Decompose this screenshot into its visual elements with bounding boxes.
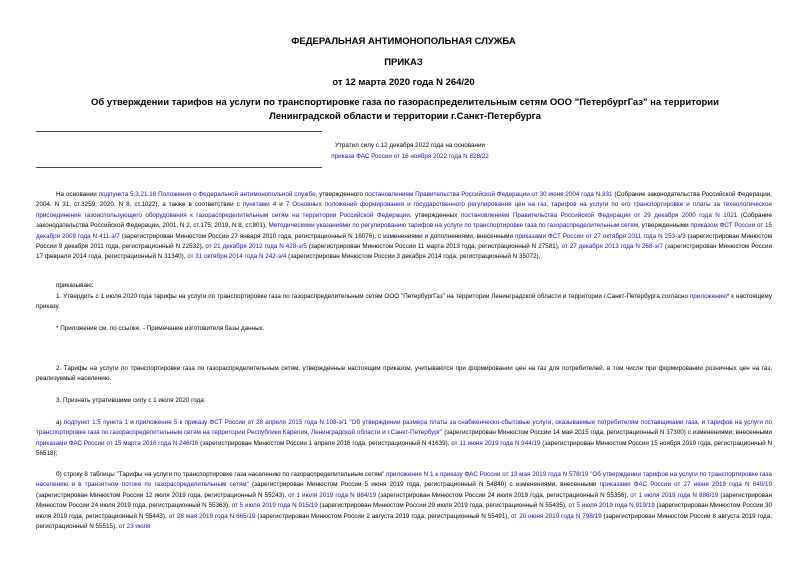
- link-fas-order-915[interactable]: от 5 июля 2019 года N 915/19: [231, 502, 318, 510]
- link-subpoint-1-5[interactable]: подпункт 1.5 пункта 1: [63, 419, 129, 426]
- divider-bottom: [36, 167, 322, 168]
- link-fas-order-july-23[interactable]: от 23 июля: [118, 523, 151, 531]
- link-fas-order-246[interactable]: приказами ФАС России от 15 марта 2016 года N 246/16: [36, 439, 199, 447]
- link-fas-order-798[interactable]: от 20 июня 2019 года N 798/19: [511, 512, 602, 520]
- item-3: 3. Признать утратившими силу с 1 июля 2020 года:: [56, 397, 206, 404]
- link-gov-decree-331[interactable]: постановлением Правительства Российской Федерации от 30 июня 2004 года N 331: [364, 191, 613, 198]
- prikazyvayu: приказываю:: [56, 282, 94, 289]
- link-fas-order-884[interactable]: от 1 июля 2019 года N 884/19: [288, 491, 377, 499]
- preamble-paragraph: На основании подпункта 5.3.21.16 Положения о Федеральной антимонопольной службе, утвержденного постановлением Правительства Российской Федерации от 30 июня 2004 года N 331 (Собрание законодательства Российской Федерации, 2004, N 31, ст.3259; 2020, N 8, ст.1022), а также в соответствии с пунктами 4 и 7 Основных положений формирования и государственного регулирования цен на газ, тарифов на услуги по его транспортировке и платы за технологическое присоединение газоиспользующего оборудования к газораспределительным сетям на территории Российской Федерации, утвержденных постановлением Правительства Российской Федерации от 29 декабря 2000 года N 1021 (Собрание законодательства Российской Федерации, 2001, N 2, ст.175; 2019, N 8, ст.801), Методическими указаниями по регулированию тарифов на услуги по транспортировке газа по газораспределительным сетям, утвержденными приказом ФСТ России от 15 декабря 2009 года N 411-э/7 (зарегистрирован Минюстом России 27 января 2010 года, регистрационный N 16076), с изменениями и дополнениями, внесенными приказами ФСТ России от 27 октября 2011 года N 253-э/3 (зарегистрирован Минюстом России 9 декабря 2011 года, регистрационный N 22532), от 21 декабря 2012 года N 428-э/5 (зарегистрирован Минюстом России 11 марта 2013 года, регистрационный N 27581), от 27 декабря 2013 года N 268-э/7 (зарегистрирован Минюстом России 17 февраля 2014 года, регистрационный N 31340), от 31 октября 2014 года N 242-э/4 (зарегистрирован Минюстом России 3 декабря 2014 года, регистрационный N 35072),: [36, 191, 772, 261]
- link-points-4[interactable]: пунктами 4: [242, 201, 277, 209]
- divider-top: [36, 131, 322, 132]
- link-fas-order-665[interactable]: от 28 мая 2019 года N 665/19: [168, 512, 256, 520]
- link-basic-provisions[interactable]: 7 Основных положений формирования и государственного регулирования цен на газ, тарифов на услуги по его транспортировке и платы за технологическое присоединение газоиспользующего оборудования к газораспределительным сетям на территории Российской Федерации: [36, 201, 772, 219]
- link-fas-order-919[interactable]: от 5 июля 2019 года N 919/19: [568, 502, 655, 510]
- link-fst-order-108[interactable]: приложение 5 к приказу ФСТ России от 28 апреля 2015 года N 108-э/1 "Об утверждении размера платы за снабженческо-сбытовые услуги, оказываемые потребителям поставщиками газа, и тарифов на услуги по транспортировке газа по газораспределительным сетям на территории Республики Карелия, Ленинградской области и г.Санкт-Петербург": [36, 419, 772, 437]
- link-fas-order-840[interactable]: приказами ФАС России от 27 июня 2019 года N 840/19: [599, 481, 772, 489]
- document-title: Об утверждении тарифов на услуги по транспортировке газа по газораспределительным сетям ООО "ПетербургГаз" на территории Ленинградской области и территории г.Санкт-Петербурга: [91, 97, 719, 122]
- link-fst-order-428[interactable]: от 21 декабря 2012 года N 428-э/5: [205, 243, 307, 251]
- link-appendix[interactable]: приложению: [689, 293, 727, 300]
- document-date-number: от 12 марта 2020 года N 264/20: [332, 77, 475, 88]
- link-fst-order-268[interactable]: от 27 декабря 2013 года N 268-э/7: [561, 243, 663, 251]
- link-fst-order-253[interactable]: приказами ФСТ России от 27 октября 2011 года N 253-э/3: [514, 232, 686, 240]
- item-1: 1. Утвердить с 1 июля 2020 года тарифы на услуги по транспортировке газа по газораспределительным сетям ООО "ПетербургГаз" на территории Ленинградской области и территории г.Санкт-Петербурга согласно приложению* к настоящему приказу.: [36, 293, 772, 311]
- link-fas-order-944[interactable]: от 11 июня 2019 года N 944/19: [451, 439, 541, 447]
- link-methodical-guidelines[interactable]: Методическими указаниями по регулированию тарифов на услуги по транспортировке газа по газораспределительным сетям: [268, 222, 639, 230]
- repeal-note: [300, 140, 520, 162]
- link-fas-order-886[interactable]: от 1 июля 2019 года N 886/19: [630, 491, 719, 499]
- item-2: 2. Тарифы на услуги по транспортировке газа по газораспределительным сетям, утвержденные настоящим приказом, учитываются при формировании цен на газ для потребителей, в том числе при формировании розничных цен на газ, реализуемый населению.: [36, 365, 772, 383]
- link-gov-decree-1021[interactable]: постановлением Правительства Российской Федерации от 29 декабря 2000 года N 1021: [460, 211, 738, 219]
- item-3a: а) подпункт 1.5 пункта 1 и приложение 5 к приказу ФСТ России от 28 апреля 2015 года N 108-э/1 "Об утверждении размера платы за снабженческо-сбытовые услуги, оказываемые потребителям поставщиками газа, и тарифов на услуги по транспортировке газа по газораспределительным сетям на территории Республики Карелия, Ленинградской области и г.Санкт-Петербург" (зарегистрирован Минюстом России 14 мая 2015 года, регистрационный N 37300) с изменениями, внесенными приказами ФАС России от 15 марта 2016 года N 246/16 (зарегистрирован Минюстом России 1 апреля 2016 года, регистрационный N 41639), от 11 июня 2019 года N 944/19 (зарегистрирован Минюстом России 15 ноября 2019 года, регистрационный N 56518);: [36, 419, 772, 458]
- document-type: ПРИКАЗ: [384, 57, 423, 68]
- repeal-link[interactable]: приказа ФАС России от 16 ноября 2022 года N 828/22: [331, 153, 489, 160]
- agency-name: ФЕДЕРАЛЬНАЯ АНТИМОНОПОЛЬНАЯ СЛУЖБА: [291, 36, 516, 47]
- link-fst-order-411[interactable]: приказом ФСТ России от 15 декабря 2009 года N 411-э/7: [36, 222, 772, 240]
- item-3b: б) строку 8 таблицы "Тарифы на услуги по транспортировке газа населению по газораспределительным сетям" приложения N 1 к приказу ФАС России от 13 мая 2019 года N 578/19 "Об утверждении тарифов на услуги по транспортировке газа населению и в транзитном потоке по газораспределительным сетям" (зарегистрирован Минюстом России 5 июня 2019 года, регистрационный N 54840) с изменениями, внесенными приказами ФАС России от 27 июня 2019 года N 840/19 (зарегистрирован Минюстом России 12 июля 2019 года, регистрационный N 55243), от 1 июля 2019 года N 884/19 (зарегистрирован Минюстом России 24 июля 2019 года, регистрационный N 55356), от 1 июля 2019 года N 886/19 (зарегистрирован Минюстом России 24 июля 2019 года, регистрационный N 55363), от 5 июля 2019 года N 915/19 (зарегистрирован Минюстом России 29 июля 2019 года, регистрационный N 55435), от 5 июля 2019 года N 919/19 (зарегистрирован Минюстом России 30 июля 2019 года, регистрационный N 55443), от 28 мая 2019 года N 665/19 (зарегистрирован Минюстом России 2 августа 2019 года, регистрационный N 55491), от 20 июня 2019 года N 798/19 (зарегистрирован Минюстом России 8 августа 2019 года, регистрационный N 55515), от 23 июля: [36, 471, 772, 531]
- link-fas-order-578[interactable]: приложения N 1 к приказу ФАС России от 13 мая 2019 года N 578/19 "Об утверждении тарифов на услуги по транспортировке газа населению и в транзитном потоке по газораспределительным сетям": [36, 471, 772, 489]
- repeal-text: Утратил силу с 12 декабря 2022 года на основании: [334, 142, 486, 149]
- link-fas-regulation[interactable]: подпункта 5.3.21.16 Положения о Федеральной антимонопольной службе: [98, 191, 316, 198]
- link-fst-order-242[interactable]: от 31 октября 2014 года N 242-э/4: [187, 253, 287, 261]
- footnote: * Приложение см. по ссылке. - Примечание изготовителя базы данных.: [56, 325, 265, 332]
